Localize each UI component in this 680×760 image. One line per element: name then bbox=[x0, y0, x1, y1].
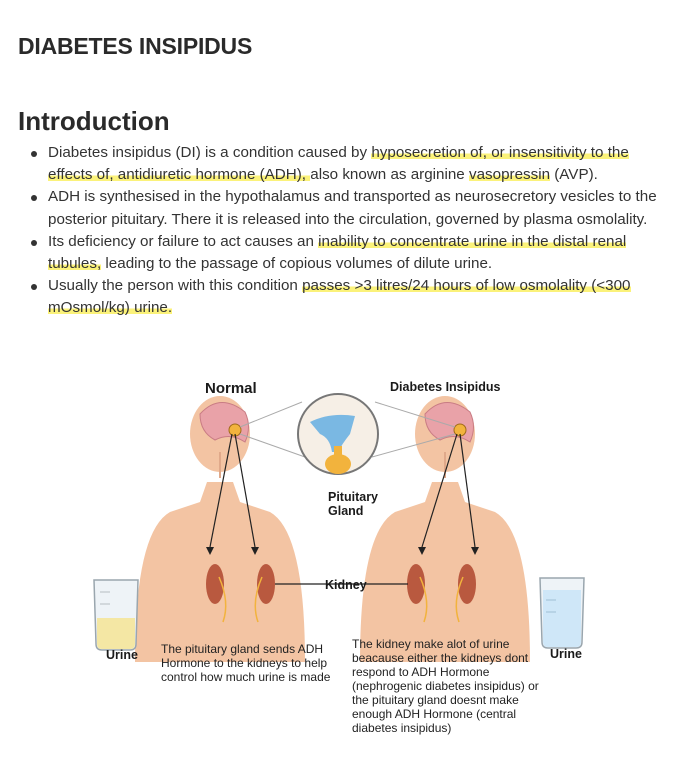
highlight: hyposecretion of, or insensitivity to the effects of, antidiuretic hormone (ADH), bbox=[48, 144, 629, 184]
highlight: vasopressin bbox=[468, 166, 551, 184]
beaker-left bbox=[94, 580, 138, 650]
normal-person-figure bbox=[135, 396, 305, 662]
caption-normal: The pituitary gland sends ADH Hormone to the kidneys to help control how much urine is made bbox=[161, 642, 331, 684]
section-heading: Introduction bbox=[18, 106, 170, 136]
label-diabetes-insipidus: Diabetes Insipidus bbox=[390, 380, 501, 394]
label-urine-right: Urine bbox=[550, 647, 582, 661]
caption-diabetes-insipidus: The kidney make alot of urine beacause either the kidneys dont respond to ADH Hormone (nephrogenic diabetes insipidus) or the pituitary gland doesnt make enough ADH Hormone (central diabetes insipidus) bbox=[352, 637, 539, 735]
diagram-figure bbox=[80, 372, 620, 752]
bullet-item: Its deficiency or failure to act causes an inability to concentrate urine in the distal renal tubules, leading to the passage of copious volumes of dilute urine. bbox=[28, 231, 668, 275]
page-title: DIABETES INSIPIDUS bbox=[18, 33, 253, 59]
label-kidney: Kidney bbox=[325, 578, 367, 592]
label-urine-left: Urine bbox=[106, 648, 138, 662]
bullet-item: ADH is synthesised in the hypothalamus and transported as neurosecretory vesicles to the posterior pituitary. There it is released into the circulation, governed by plasma osmolality. bbox=[28, 186, 668, 230]
label-pituitary-gland: Pituitary Gland bbox=[328, 490, 379, 518]
bullet-list bbox=[28, 142, 668, 320]
bullet-item: Usually the person with this condition passes >3 litres/24 hours of low osmolality (<300 mOsmol/kg) urine. bbox=[28, 275, 668, 319]
highlight: passes >3 litres/24 hours of low osmolality (<300 mOsmol/kg) urine. bbox=[48, 277, 631, 317]
bullet-item: Diabetes insipidus (DI) is a condition caused by hyposecretion of, or insensitivity to the effects of, antidiuretic hormone (ADH), also known as arginine vasopressin (AVP). bbox=[28, 142, 668, 186]
di-person-figure bbox=[360, 396, 530, 662]
label-normal: Normal bbox=[205, 380, 257, 397]
highlight: inability to concentrate urine in the distal renal tubules, bbox=[48, 232, 627, 273]
